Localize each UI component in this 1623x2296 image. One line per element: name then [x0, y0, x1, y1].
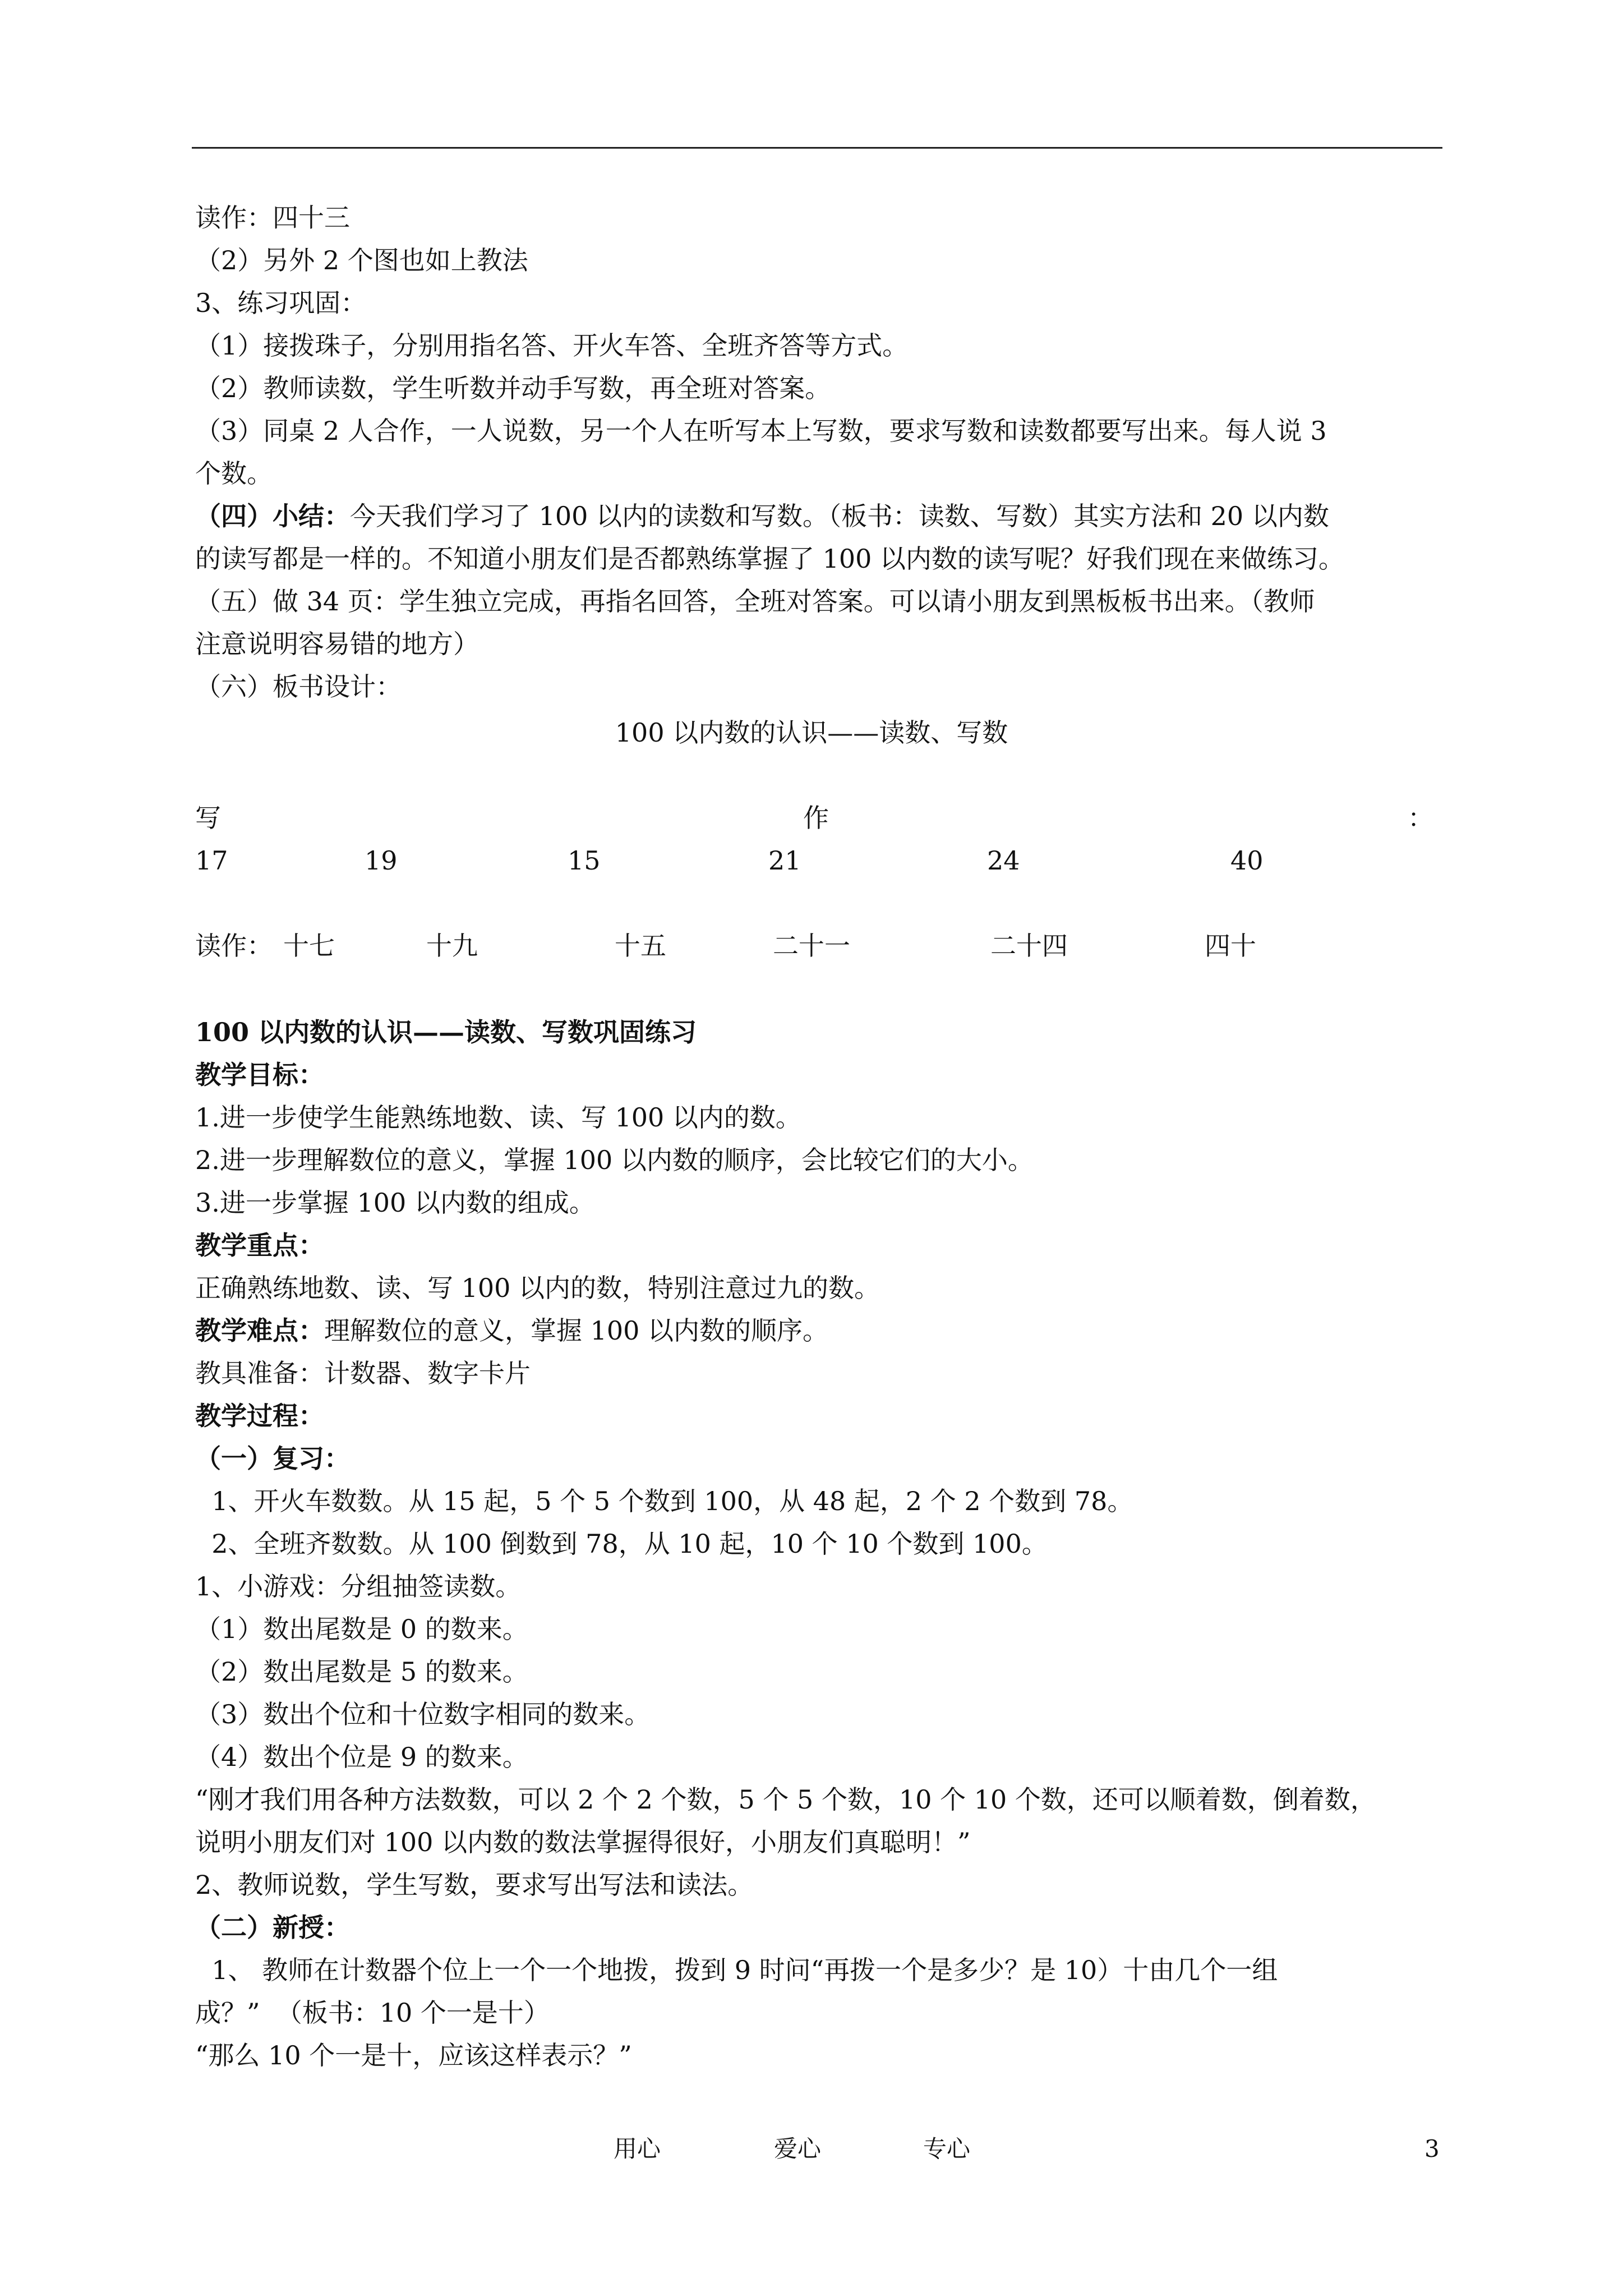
board-title: 100 以内数的认识——读数、写数 [615, 717, 1008, 748]
text-line: （2）教师读数，学生听数并动手写数，再全班对答案。 [195, 373, 831, 403]
board-number: 19 [365, 845, 398, 876]
key-text: 正确熟练地数、读、写 100 以内的数，特别注意过九的数。 [195, 1273, 880, 1303]
review-heading: （一）复习： [195, 1443, 350, 1474]
footer-text: 用心 [614, 2135, 661, 2162]
text-line: “那么 10 个一是十，应该这样表示？” [195, 2040, 632, 2070]
summary-heading: （四）小结： [195, 501, 350, 531]
text-line: 的读写都是一样的。不知道小朋友们是否都熟练掌握了 100 以内数的读写呢？好我们现在来做练习。 [195, 544, 1345, 574]
summary-line [195, 500, 1329, 532]
text-line: （3）同桌 2 人合作，一人说数，另一个人在听写本上写数，要求写数和读数都要写出来。每人说 3 [195, 416, 1327, 446]
difficulty-line [195, 1315, 828, 1346]
header-rule [192, 147, 1442, 149]
text-line: 成？” （板书：10 个一是十） [195, 1998, 550, 2028]
tools-line: 教具准备：计数器、数字卡片 [195, 1358, 531, 1388]
board-reading: 十七 [283, 931, 335, 961]
footer-text: 爱心 [774, 2135, 822, 2162]
footer-text: 专心 [923, 2135, 971, 2162]
board-number: 40 [1230, 845, 1264, 876]
text-line: 3、练习巩固： [195, 288, 367, 318]
text-line: 注意说明容易错的地方） [195, 629, 479, 659]
difficulty-heading: 教学难点： [195, 1315, 324, 1346]
board-reading: 十五 [615, 931, 666, 961]
text-line: “刚才我们用各种方法数数，可以 2 个 2 个数，5 个 5 个数，10 个 10 个数，还可以顺着数，倒着数， [195, 1784, 1376, 1815]
board-read-label: 读作： [195, 931, 273, 961]
key-heading: 教学重点： [195, 1230, 324, 1260]
text-line: （六）板书设计： [195, 671, 402, 702]
text-line: （2）另外 2 个图也如上教法 [195, 245, 528, 275]
text-line: 1、开火车数数。从 15 起，5 个 5 个数到 100，从 48 起，2 个 2 个数到 78。 [195, 1486, 1133, 1516]
text-line: （1）接拨珠子，分别用指名答、开火车答、全班齐答等方式。 [195, 330, 909, 361]
board-reading: 四十 [1205, 931, 1256, 961]
board-reading: 十九 [426, 931, 478, 961]
text-line: （2）数出尾数是 5 的数来。 [195, 1657, 528, 1687]
goals-heading: 教学目标： [195, 1060, 324, 1090]
board-write-left: 写 [195, 803, 221, 833]
text-line: （1）数出尾数是 0 的数来。 [195, 1614, 528, 1644]
text-line: 2、教师说数，学生写数，要求写出写法和读法。 [195, 1870, 754, 1900]
new-lesson-heading: （二）新授： [195, 1912, 350, 1943]
text-line: 1、小游戏：分组抽签读数。 [195, 1571, 522, 1602]
board-write-right: ： [1408, 803, 1433, 833]
text-line: 个数。 [195, 458, 273, 489]
board-write-mid: 作 [803, 803, 829, 833]
goal-item: 2.进一步理解数位的意义，掌握 100 以内数的顺序，会比较它们的大小。 [195, 1145, 1034, 1175]
board-number: 21 [768, 845, 801, 876]
summary-text: 今天我们学习了 100 以内的读数和写数。（板书：读数、写数）其实方法和 20 以内数 [350, 501, 1329, 531]
board-number: 24 [987, 845, 1020, 876]
text-line: 2、全班齐数数。从 100 倒数到 78，从 10 起，10 个 10 个数到 100。 [195, 1529, 1048, 1559]
board-reading: 二十四 [990, 931, 1068, 961]
text-line: 说明小朋友们对 100 以内数的数法掌握得很好，小朋友们真聪明！” [195, 1827, 971, 1857]
difficulty-text: 理解数位的意义，掌握 100 以内数的顺序。 [324, 1315, 829, 1346]
goal-item: 3.进一步掌握 100 以内数的组成。 [195, 1188, 595, 1218]
lesson-title: 100 以内数的认识——读数、写数巩固练习 [195, 1017, 697, 1047]
page-number: 3 [1424, 2135, 1440, 2162]
text-line: 读作：四十三 [195, 203, 350, 233]
goal-item: 1.进一步使学生能熟练地数、读、写 100 以内的数。 [195, 1102, 801, 1133]
text-line: （3）数出个位和十位数字相同的数来。 [195, 1699, 651, 1729]
text-line: （五）做 34 页：学生独立完成，再指名回答，全班对答案。可以请小朋友到黑板板书出来。（教师 [195, 586, 1315, 616]
board-number: 15 [568, 845, 601, 876]
board-number: 17 [195, 845, 228, 876]
text-line: 1、 教师在计数器个位上一个一个地拨，拨到 9 时问“再拨一个是多少？是 10）十由几个一组 [195, 1955, 1278, 1985]
board-reading: 二十一 [773, 931, 850, 961]
process-heading: 教学过程： [195, 1401, 324, 1431]
text-line: （4）数出个位是 9 的数来。 [195, 1742, 528, 1772]
